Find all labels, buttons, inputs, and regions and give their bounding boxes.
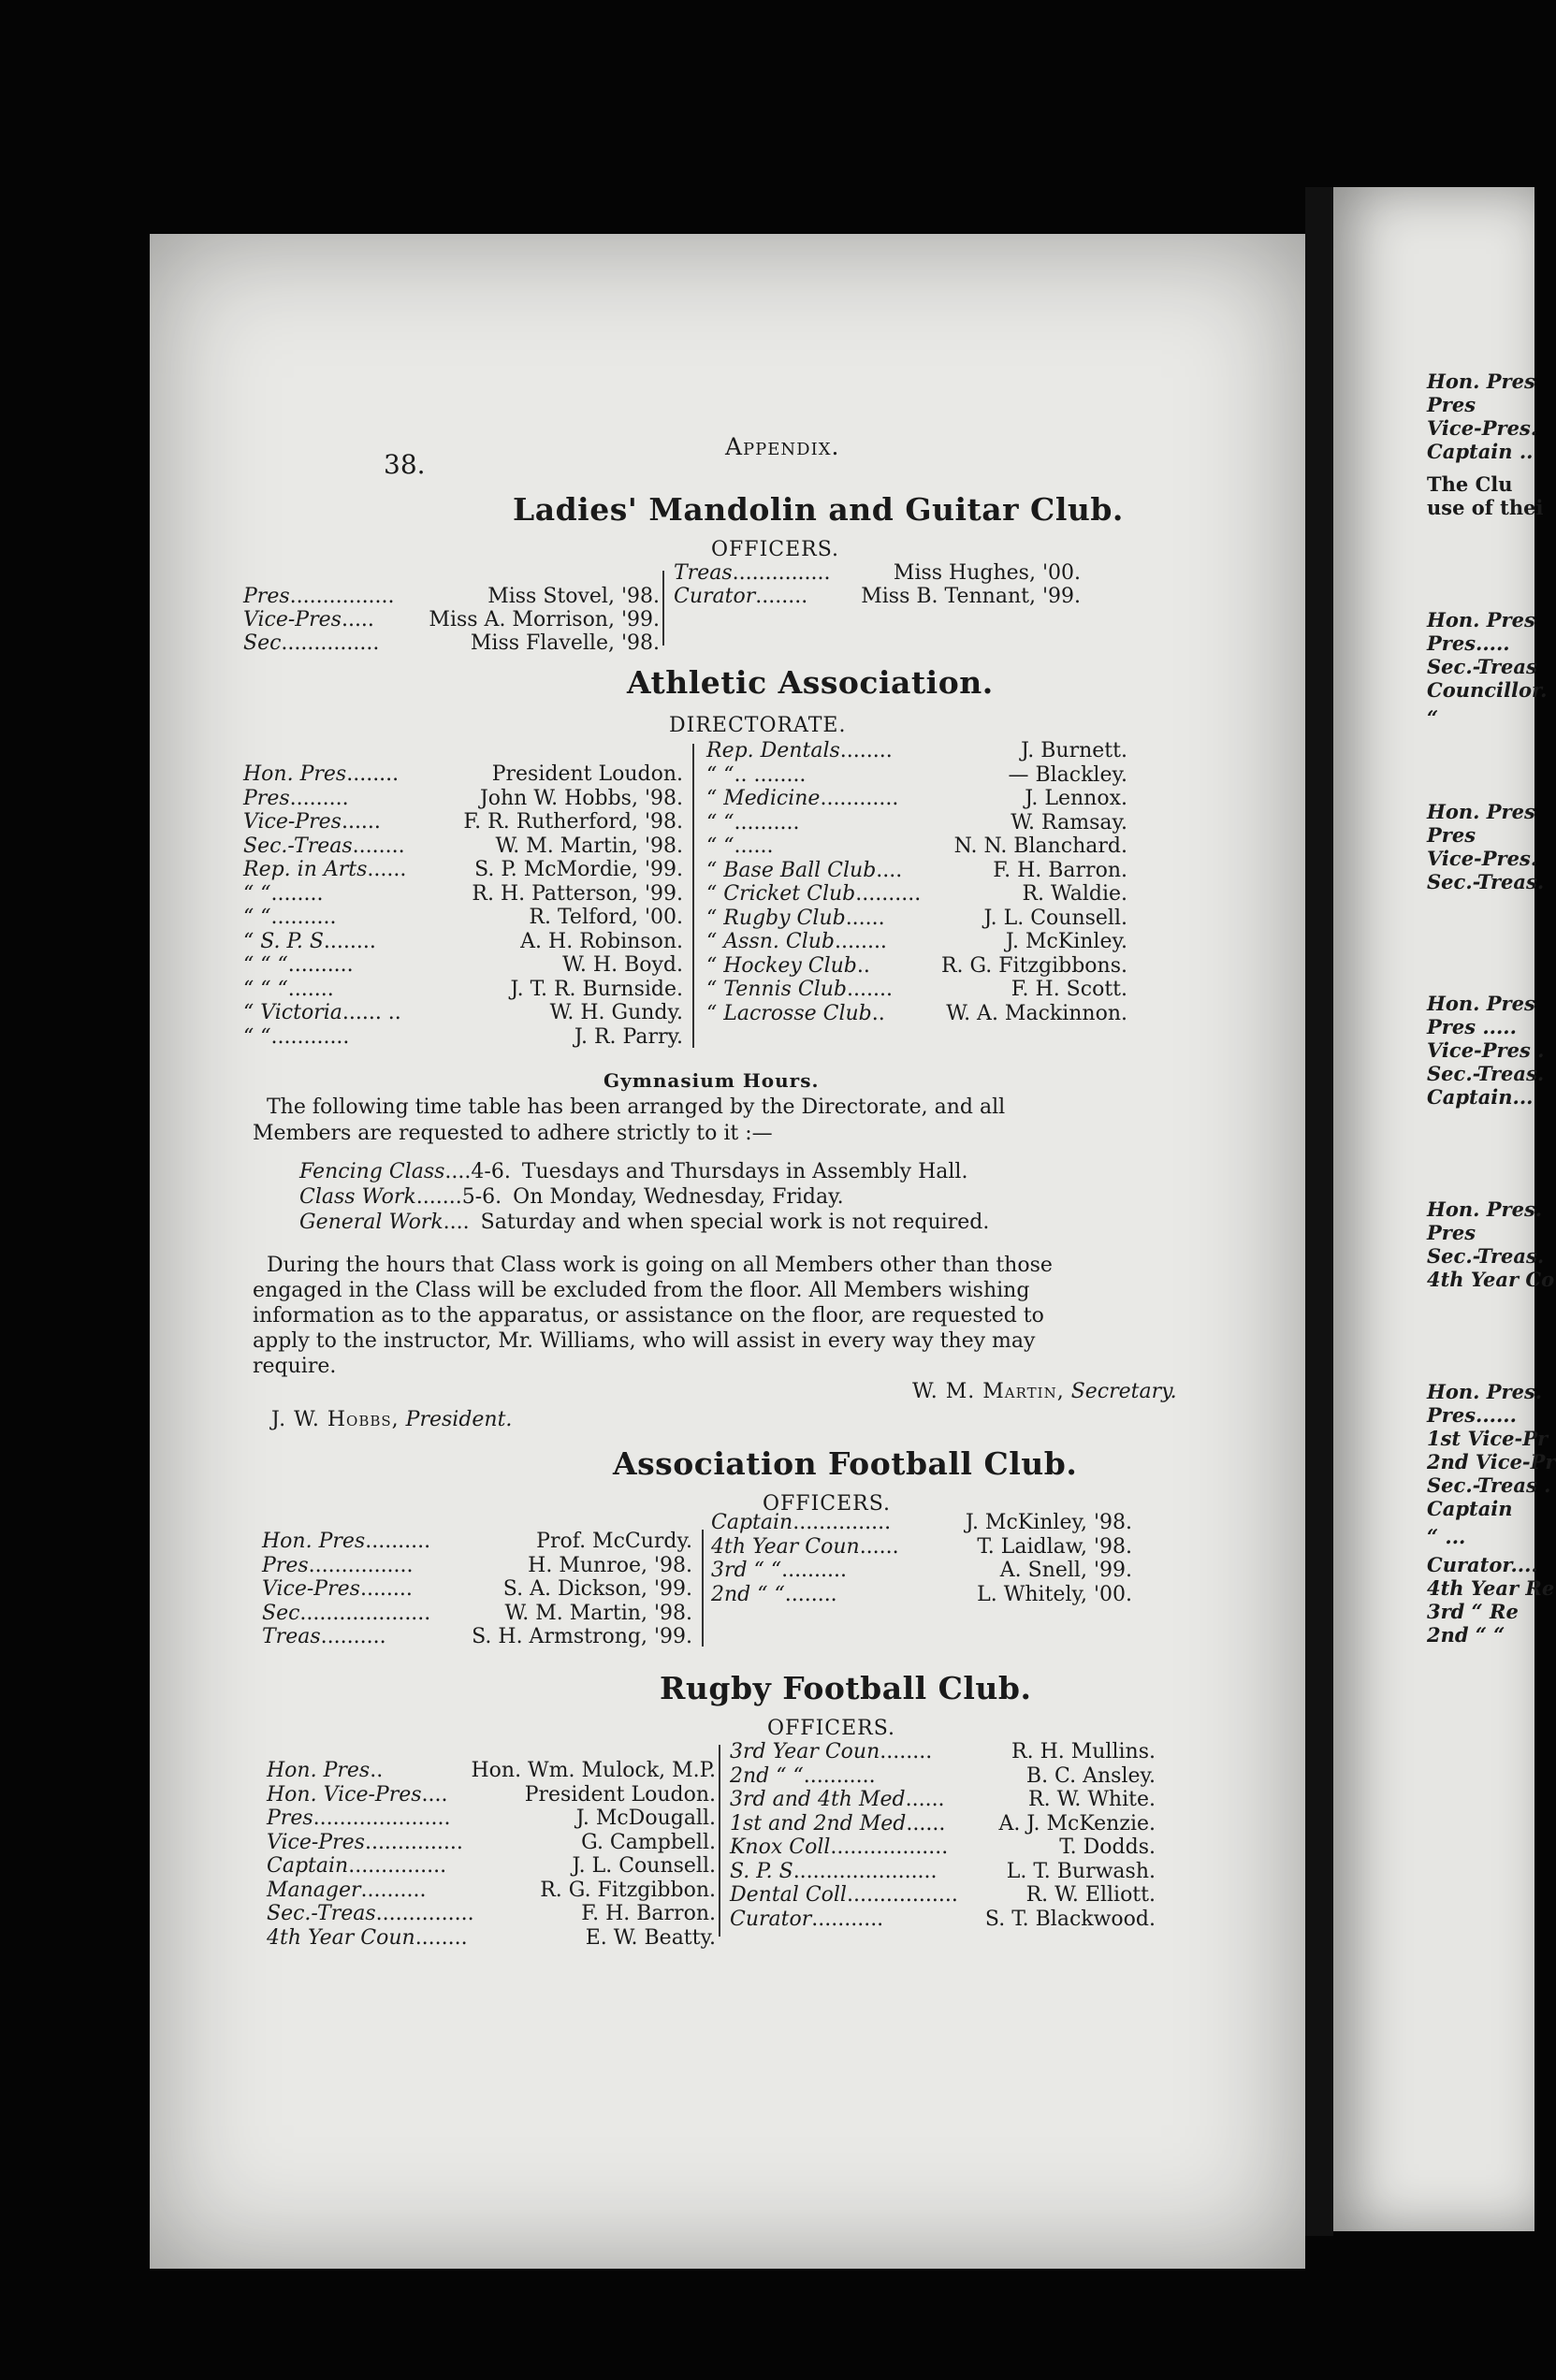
schedule-label: Fencing Class — [299, 1160, 445, 1183]
leader-dots: ............... — [348, 1854, 447, 1878]
body-line: apply to the instructor, Mr. Williams, who will assist in every way they may — [253, 1329, 1036, 1353]
officer-role: “ “ — [706, 834, 734, 858]
leader-dots: ...... — [859, 1534, 899, 1559]
officer-name: J. Burnett. — [1021, 739, 1127, 762]
officer-name: J. T. R. Burnside. — [510, 977, 683, 1001]
association-football-subtitle: OFFICERS. — [763, 1492, 891, 1516]
facing-page-line: Sec.-Treas. — [1427, 870, 1545, 893]
officer-role: Sec — [262, 1601, 300, 1625]
leader-dots: ........ — [839, 739, 893, 762]
officer-role: Curator — [674, 585, 756, 608]
officer-role: “ Cricket Club — [706, 882, 856, 906]
schedule-row — [299, 1185, 844, 1209]
rugby-subtitle: OFFICERS. — [767, 1717, 895, 1740]
officer-row — [243, 978, 683, 1001]
officer-name: N. N. Blanchard. — [953, 834, 1127, 858]
officer-name: Miss Flavelle, '98. — [470, 631, 660, 655]
officer-row — [674, 585, 1081, 608]
facing-page-line: 2nd “ “ — [1427, 1623, 1505, 1647]
officer-row — [706, 811, 1127, 834]
leader-dots: ......... — [289, 786, 349, 810]
facing-page-line: Pres..... — [1427, 631, 1510, 655]
officer-row — [243, 930, 683, 953]
officer-role: “ Assn. Club — [706, 930, 835, 953]
officer-row — [706, 787, 1127, 810]
secretary-title: Secretary. — [1070, 1380, 1177, 1403]
officer-name: R. Waldie. — [1022, 882, 1127, 906]
leader-dots: ...... — [906, 1811, 946, 1836]
leader-dots: ....... — [287, 977, 334, 1001]
officer-name: — Blackley. — [1008, 762, 1127, 787]
officer-row — [706, 763, 1127, 787]
officer-name: W. M. Martin, '98. — [504, 1601, 692, 1625]
officer-row — [706, 882, 1127, 906]
leader-dots: .. — [370, 1759, 384, 1782]
officer-role: “ “ “ — [243, 977, 288, 1001]
leader-dots: ........ — [346, 762, 400, 786]
officer-name: B. C. Ansley. — [1025, 1763, 1156, 1788]
leader-dots: .................. — [830, 1836, 949, 1859]
page-number: 38. — [384, 449, 426, 480]
leader-dots: ..... — [341, 608, 374, 631]
mandolin-subtitle: OFFICERS. — [711, 538, 839, 561]
leader-dots: ........... — [811, 1907, 884, 1931]
officer-role: Hon. Pres — [243, 762, 347, 786]
facing-page-line: The Clu — [1427, 472, 1513, 496]
officer-row — [730, 1908, 1156, 1931]
facing-page-line: Hon. Pres — [1427, 370, 1535, 393]
officer-name: L. Whitely, '00. — [977, 1582, 1132, 1606]
officer-row — [706, 1002, 1127, 1025]
secretary-signature — [912, 1380, 1177, 1403]
leader-dots: .... — [443, 1211, 470, 1234]
leader-dots: .......... — [320, 1625, 386, 1648]
officer-role: “ “ — [706, 810, 734, 834]
page-gutter — [1305, 187, 1333, 2236]
officer-name: J. McKinley, '98. — [965, 1511, 1132, 1534]
leader-dots: ...... — [905, 1788, 945, 1811]
officer-name: J. L. Counsell. — [983, 906, 1127, 930]
column-divider — [662, 571, 664, 646]
facing-page-line: Pres ..... — [1427, 1015, 1517, 1038]
leader-dots: .................... — [299, 1601, 431, 1625]
officer-row — [262, 1577, 692, 1601]
officer-name: Prof. McCurdy. — [536, 1530, 692, 1553]
schedule-desc: Saturday and when special work is not required. — [480, 1211, 990, 1234]
officer-role: Knox Coll — [730, 1836, 831, 1859]
leader-dots: ........ — [784, 1582, 837, 1606]
officer-row — [267, 1831, 716, 1854]
facing-page-line: Vice-Pres . — [1427, 1038, 1545, 1062]
officer-name: F. R. Rutherford, '98. — [463, 810, 683, 834]
officer-row — [711, 1535, 1132, 1559]
officer-row — [243, 608, 660, 631]
officer-name: R. G. Fitzgibbon. — [540, 1878, 716, 1902]
officer-role: Sec.-Treas — [243, 834, 353, 858]
officer-name: President Loudon. — [491, 762, 683, 786]
schedule-time: 5-6. — [461, 1185, 502, 1209]
officer-name: F. H. Barron. — [993, 858, 1127, 882]
officer-role: 2nd “ “ — [730, 1763, 804, 1788]
officer-row — [730, 1883, 1156, 1907]
officer-role: “ Hockey Club — [706, 953, 857, 978]
leader-dots: ....... — [415, 1185, 462, 1209]
officer-name: R. Telford, '00. — [529, 906, 683, 929]
schedule-desc: Tuesdays and Thursdays in Assembly Hall. — [521, 1160, 968, 1183]
leader-dots: ........ — [880, 1740, 933, 1763]
officer-row — [262, 1554, 692, 1577]
officer-row — [262, 1602, 692, 1625]
facing-page-line: 2nd Vice-Pr — [1427, 1450, 1556, 1473]
officer-name: W. H. Gundy. — [549, 1001, 683, 1024]
officer-role: “ Medicine — [706, 787, 821, 810]
officer-name: G. Campbell. — [581, 1830, 716, 1854]
facing-page-line: 4th Year Co — [1427, 1268, 1555, 1291]
officer-role: Treas — [262, 1625, 321, 1648]
page-left — [150, 234, 1305, 2269]
leader-dots: ............... — [732, 561, 831, 585]
officer-row — [267, 1854, 716, 1878]
officer-row — [243, 1001, 683, 1024]
officer-role: Pres — [262, 1553, 309, 1577]
body-line: require. — [253, 1355, 337, 1378]
schedule-label: Class Work — [299, 1185, 416, 1209]
page-right-facing — [1333, 187, 1556, 2231]
officer-role: “ S. P. S — [243, 929, 324, 953]
officer-name: W. M. Martin, '98. — [495, 834, 683, 858]
leader-dots: .......... — [365, 1530, 431, 1553]
officer-name: J. McKinley. — [1005, 930, 1127, 953]
facing-page-line: Hon. Pres. — [1427, 1197, 1543, 1221]
officer-row — [730, 1788, 1156, 1811]
leader-dots: ................. — [846, 1883, 958, 1907]
officer-role: Curator — [730, 1907, 812, 1931]
facing-page-line: Vice-Pres. — [1427, 847, 1538, 870]
schedule-row — [299, 1160, 967, 1183]
leader-dots: ...... — [341, 810, 381, 834]
leader-dots: ............... — [375, 1902, 474, 1925]
officer-name: J. McDougall. — [575, 1807, 716, 1830]
officer-role: Rep. in Arts — [243, 858, 368, 881]
officer-row — [262, 1625, 692, 1648]
officer-name: F. H. Scott. — [1011, 978, 1127, 1001]
officer-role: Pres — [267, 1807, 313, 1830]
officer-row — [243, 906, 683, 929]
facing-page-line: “ ... — [1427, 1525, 1466, 1548]
officer-row — [706, 739, 1127, 762]
leader-dots: .......... — [360, 1878, 427, 1902]
leader-dots: .......... — [855, 882, 922, 906]
officer-role: Hon. Pres — [262, 1530, 366, 1553]
leader-dots: ............... — [364, 1830, 463, 1854]
officer-name: R. G. Fitzgibbons. — [940, 953, 1127, 978]
officer-row — [243, 834, 683, 858]
officer-role: 3rd and 4th Med — [730, 1788, 906, 1811]
leader-dots: .......... — [270, 906, 337, 929]
president-name: J. W. Hobbs, — [271, 1408, 400, 1431]
officer-name: L. T. Burwash. — [1006, 1859, 1156, 1883]
officer-row — [711, 1583, 1132, 1606]
officer-name: J. Lennox. — [1025, 787, 1127, 810]
officer-name: T. Laidlaw, '98. — [977, 1534, 1132, 1559]
facing-page-line: Captain — [1427, 1497, 1513, 1520]
leader-dots: ........ — [414, 1925, 468, 1950]
officer-row — [706, 978, 1127, 1001]
facing-page-line: Hon. Pres — [1427, 992, 1535, 1015]
officer-role: Manager — [267, 1878, 361, 1902]
officer-role: “ “ — [243, 906, 271, 929]
officer-role: “ Victoria — [243, 1001, 342, 1024]
leader-dots: ........ — [352, 834, 405, 858]
officer-role: 4th Year Coun — [711, 1534, 860, 1559]
officer-row — [730, 1836, 1156, 1859]
officer-row — [267, 1759, 716, 1782]
schedule-row — [299, 1211, 989, 1234]
leader-dots: ...................... — [793, 1859, 938, 1883]
officer-role: 1st and 2nd Med — [730, 1811, 907, 1836]
officer-role: 3rd “ “ — [711, 1559, 782, 1582]
facing-page-line: Pres — [1427, 823, 1476, 847]
officer-role: Vice-Pres — [243, 608, 342, 631]
officer-name: J. L. Counsell. — [572, 1854, 716, 1878]
officer-row — [243, 762, 683, 786]
leader-dots: .. — [871, 1001, 885, 1025]
officer-row — [730, 1812, 1156, 1836]
officer-role: Captain — [267, 1854, 349, 1878]
athletic-subtitle: DIRECTORATE. — [669, 714, 847, 737]
officer-row — [243, 1025, 683, 1049]
body-line: engaged in the Class will be excluded from the floor. All Members wishing — [253, 1279, 1030, 1302]
officer-row — [706, 859, 1127, 882]
officer-role: Vice-Pres — [243, 810, 342, 834]
secretary-name: W. M. Martin, — [912, 1380, 1065, 1403]
officer-row — [267, 1926, 716, 1950]
officer-name: Miss Stovel, '98. — [487, 585, 660, 608]
officer-name: Hon. Wm. Mulock, M.P. — [471, 1759, 716, 1782]
leader-dots: ....... — [847, 978, 893, 1001]
officer-row — [267, 1807, 716, 1830]
facing-page-line: Curator.... — [1427, 1553, 1538, 1576]
officer-row — [267, 1879, 716, 1902]
officer-name: S. A. Dickson, '99. — [502, 1577, 692, 1601]
officer-name: W. Ramsay. — [1011, 810, 1127, 834]
officer-role: Vice-Pres — [267, 1830, 365, 1854]
officer-row — [711, 1559, 1132, 1582]
officer-name: J. R. Parry. — [574, 1024, 683, 1049]
officer-role: Dental Coll — [730, 1883, 847, 1907]
column-divider — [702, 1530, 704, 1647]
leader-dots: ...... .. — [342, 1001, 401, 1024]
gymnasium-intro-1: The following time table has been arranged by the Directorate, and all — [267, 1096, 1006, 1119]
facing-page-line: Vice-Pres. — [1427, 416, 1538, 440]
association-football-title: Association Football Club. — [613, 1445, 1078, 1482]
facing-page-line: Hon. Pres — [1427, 800, 1535, 823]
officer-row — [267, 1783, 716, 1807]
officer-row — [243, 787, 683, 810]
facing-page-line: Pres — [1427, 1221, 1476, 1244]
schedule-label: General Work — [299, 1211, 444, 1234]
officer-role: 4th Year Coun — [267, 1925, 415, 1950]
officer-name: S. T. Blackwood. — [984, 1907, 1156, 1931]
leader-dots: ........ — [323, 929, 376, 953]
facing-page-line: Sec.-Treas. — [1427, 1244, 1545, 1268]
officer-name: W. A. Mackinnon. — [946, 1001, 1127, 1025]
leader-dots: ...... — [367, 858, 407, 881]
facing-page-line: Captain... — [1427, 1085, 1534, 1109]
leader-dots: .. — [856, 953, 870, 978]
facing-page-line: 3rd “ Re — [1427, 1600, 1519, 1623]
officer-name: H. Munroe, '98. — [528, 1553, 692, 1577]
officer-name: R. H. Mullins. — [1011, 1740, 1156, 1763]
officer-name: W. H. Boyd. — [562, 953, 683, 977]
officer-name: A. J. McKenzie. — [998, 1811, 1156, 1836]
facing-page-line: 1st Vice-Pr — [1427, 1427, 1549, 1450]
facing-page-line: Hon. Pres — [1427, 608, 1535, 631]
leader-dots: .......... — [734, 810, 800, 834]
officer-row — [730, 1764, 1156, 1788]
officer-row — [706, 834, 1127, 858]
leader-dots: ........ — [270, 881, 324, 906]
facing-page-line: 4th Year Re — [1427, 1576, 1555, 1600]
running-head: Appendix. — [725, 433, 840, 460]
facing-page-line: Hon. Pres. — [1427, 1380, 1543, 1403]
leader-dots: ...... — [734, 834, 774, 858]
leader-dots: ............ — [820, 787, 899, 810]
officer-name: F. H. Barron. — [581, 1902, 716, 1925]
officer-row — [243, 810, 683, 834]
schedule-desc: On Monday, Wednesday, Friday. — [513, 1185, 844, 1209]
officer-row — [730, 1740, 1156, 1763]
officer-row — [267, 1902, 716, 1925]
body-line: During the hours that Class work is going on all Members other than those — [267, 1254, 1053, 1277]
officer-row — [243, 858, 683, 881]
leader-dots: .... — [876, 858, 903, 882]
officer-row — [706, 930, 1127, 953]
officer-role: “ “ — [706, 762, 734, 787]
president-signature — [271, 1408, 512, 1431]
officer-role: “ “ — [243, 881, 271, 906]
officer-name: Miss Hughes, '00. — [893, 561, 1081, 585]
leader-dots: ................ — [289, 585, 395, 608]
officer-role: “ Base Ball Club — [706, 858, 877, 882]
officer-role: Treas — [674, 561, 733, 585]
leader-dots: ............ — [270, 1024, 350, 1049]
officer-name: A. H. Robinson. — [520, 929, 683, 953]
officer-role: “ Tennis Club — [706, 978, 848, 1001]
officer-name: S. P. McMordie, '99. — [474, 858, 683, 881]
leader-dots: ..................... — [313, 1807, 451, 1830]
leader-dots: ........ — [755, 585, 808, 608]
officer-role: “ “ “ — [243, 953, 288, 977]
officer-role: “ Rugby Club — [706, 906, 846, 930]
facing-page-line: Councillor. — [1427, 678, 1548, 702]
facing-page-line: Pres — [1427, 393, 1476, 416]
leader-dots: ........... — [803, 1763, 876, 1788]
facing-page-line: Sec.-Treas. — [1427, 1062, 1545, 1085]
body-line: information as to the apparatus, or assistance on the floor, are requested to — [253, 1304, 1044, 1328]
leader-dots: ............... — [793, 1511, 892, 1534]
leader-dots: .......... — [287, 953, 354, 977]
facing-page-line: Sec.-Treas — [1427, 655, 1537, 678]
officer-name: A. Snell, '99. — [999, 1559, 1132, 1582]
officer-role: Pres — [243, 585, 290, 608]
officer-name: R. H. Patterson, '99. — [472, 881, 683, 906]
officer-role: Sec — [243, 631, 282, 655]
officer-name: T. Dodds. — [1059, 1836, 1156, 1859]
officer-role: S. P. S — [730, 1859, 793, 1883]
officer-name: Miss B. Tennant, '99. — [861, 585, 1081, 608]
officer-name: R. W. Elliott. — [1025, 1883, 1156, 1907]
leader-dots: .. ........ — [734, 762, 807, 787]
officer-role: Hon. Pres — [267, 1759, 371, 1782]
officer-name: President Loudon. — [524, 1782, 716, 1807]
leader-dots: ........ — [359, 1577, 413, 1601]
officer-role: Vice-Pres — [262, 1577, 360, 1601]
officer-role: Hon. Vice-Pres — [267, 1782, 422, 1807]
column-divider — [719, 1745, 720, 1937]
officer-row — [243, 953, 683, 977]
facing-page-line: use of thei — [1427, 496, 1544, 519]
president-title: President. — [405, 1408, 513, 1431]
leader-dots: .... — [444, 1160, 472, 1183]
athletic-title: Athletic Association. — [627, 664, 994, 701]
officer-role: Rep. Dentals — [706, 739, 840, 762]
officer-name: Miss A. Morrison, '99. — [429, 608, 660, 631]
mandolin-title: Ladies' Mandolin and Guitar Club. — [513, 491, 1124, 528]
rugby-title: Rugby Football Club. — [660, 1670, 1032, 1706]
leader-dots: ...... — [845, 906, 885, 930]
officer-role: Sec.-Treas — [267, 1902, 376, 1925]
leader-dots: ............... — [281, 631, 380, 655]
officer-row — [243, 585, 660, 608]
facing-page-line: Captain .. — [1427, 440, 1534, 463]
gymnasium-title: Gymnasium Hours. — [603, 1069, 820, 1092]
officer-role: Pres — [243, 786, 290, 810]
officer-row — [674, 561, 1081, 585]
officer-role: “ “ — [243, 1024, 271, 1049]
gymnasium-intro-2: Members are requested to adhere strictly to it :— — [253, 1122, 773, 1145]
officer-row — [706, 954, 1127, 978]
officer-row — [706, 907, 1127, 930]
leader-dots: ........ — [834, 930, 887, 953]
leader-dots: .......... — [781, 1559, 848, 1582]
officer-row — [730, 1860, 1156, 1883]
leader-dots: .... — [421, 1782, 448, 1807]
officer-role: Captain — [711, 1511, 793, 1534]
officer-name: John W. Hobbs, '98. — [479, 786, 683, 810]
officer-name: S. H. Armstrong, '99. — [472, 1625, 692, 1648]
officer-row — [243, 882, 683, 906]
facing-page-line: Pres...... — [1427, 1403, 1517, 1427]
officer-row — [243, 631, 660, 655]
officer-role: 3rd Year Coun — [730, 1740, 880, 1763]
facing-page-line: “ — [1427, 706, 1439, 730]
officer-role: 2nd “ “ — [711, 1582, 785, 1606]
officer-name: E. W. Beatty. — [585, 1925, 716, 1950]
officer-row — [711, 1511, 1132, 1534]
officer-row — [262, 1530, 692, 1553]
schedule-time: 4-6. — [471, 1160, 511, 1183]
officer-name: R. W. White. — [1028, 1788, 1156, 1811]
facing-page-line: Sec.-Treas . — [1427, 1473, 1551, 1497]
leader-dots: ................ — [308, 1553, 414, 1577]
column-divider — [692, 744, 694, 1048]
officer-role: “ Lacrosse Club — [706, 1001, 872, 1025]
